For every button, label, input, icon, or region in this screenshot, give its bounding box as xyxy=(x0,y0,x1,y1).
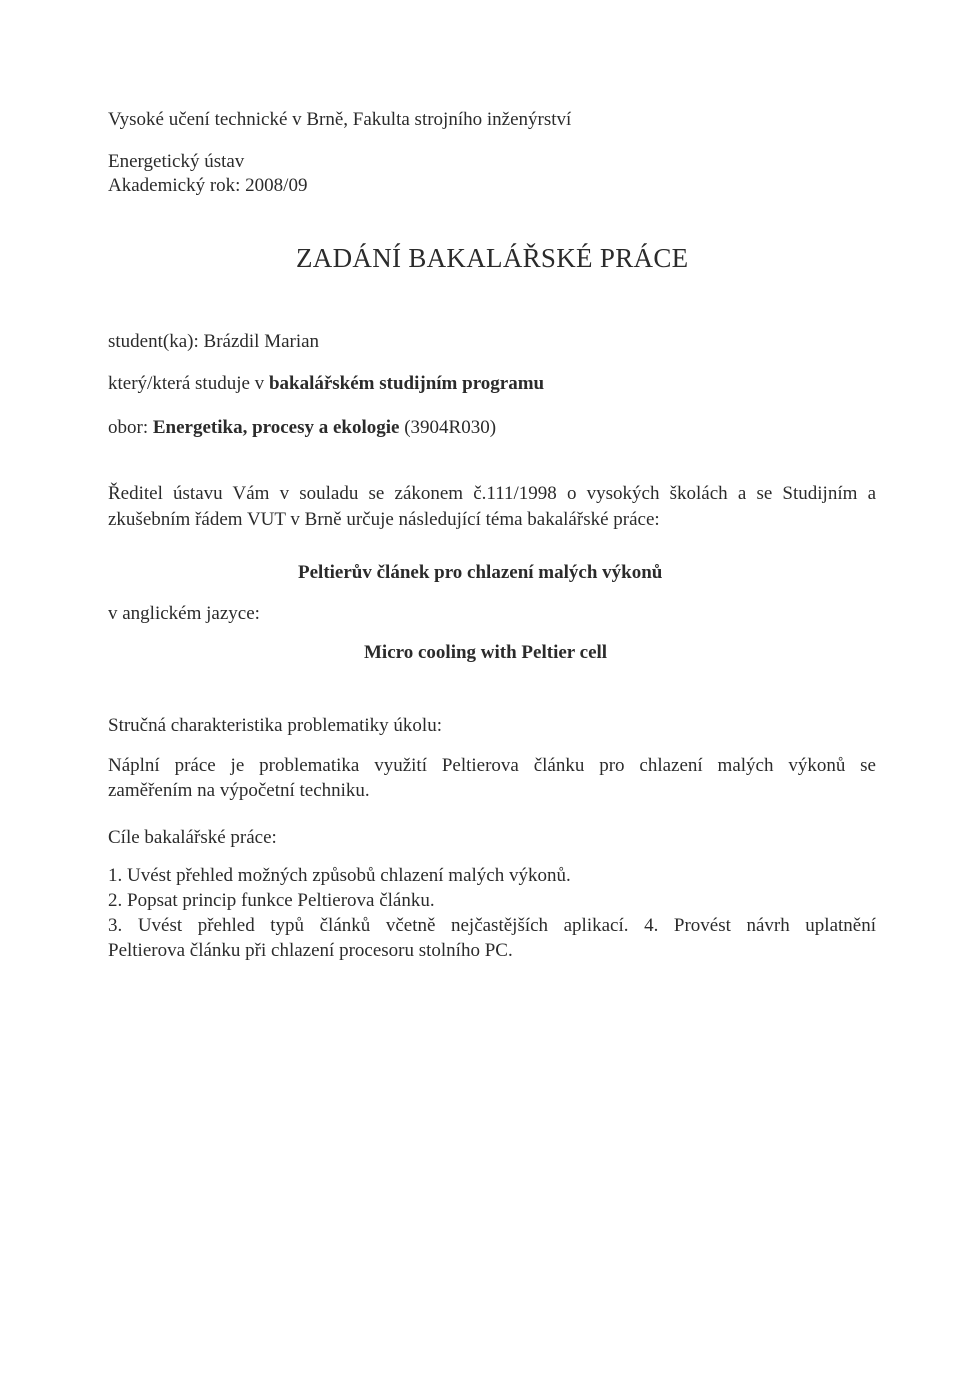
characteristics-line-2: zaměřením na výpočetní techniku. xyxy=(108,780,370,801)
page-title: ZADÁNÍ BAKALÁŘSKÉ PRÁCE xyxy=(296,243,689,273)
student-name: Brázdil Marian xyxy=(203,331,320,352)
goal-item-2: 2. Popsat princip funkce Peltierova článku. xyxy=(108,890,435,911)
student-line xyxy=(108,330,319,354)
goal-item-3-line-1: 3. Uvést přehled typů článků včetně nejčastějších aplikací. 4. Provést návrh uplatnění xyxy=(108,915,876,936)
topic-english: Micro cooling with Peltier cell xyxy=(364,642,608,663)
characteristics-heading: Stručná charakteristika problematiky úkolu: xyxy=(108,715,442,736)
field-code: (3904R030) xyxy=(399,417,497,438)
goal-item-1: 1. Uvést přehled možných způsobů chlazení malých výkonů. xyxy=(108,865,571,886)
english-label: v anglickém jazyce: xyxy=(108,603,260,624)
field-line xyxy=(108,416,496,440)
characteristics-line-1: Náplní práce je problematika využití Peltierova článku pro chlazení malých výkonů se xyxy=(108,755,876,776)
university-line: Vysoké učení technické v Brně, Fakulta strojního inženýrství xyxy=(108,109,572,130)
program-prefix: který/která studuje v xyxy=(108,373,269,394)
topic-czech: Peltierův článek pro chlazení malých výkonů xyxy=(298,562,663,583)
academic-year: Akademický rok: 2008/09 xyxy=(108,175,308,196)
program-line xyxy=(108,372,544,396)
institute-line: Energetický ústav xyxy=(108,151,245,172)
field-prefix: obor: xyxy=(108,417,153,438)
intro-line-1: Ředitel ústavu Vám v souladu se zákonem č.111/1998 o vysokých školách a se Studijním a xyxy=(108,483,876,504)
intro-line-2: zkušebním řádem VUT v Brně určuje následující téma bakalářské práce: xyxy=(108,509,660,530)
goal-item-3-line-2: Peltierova článku při chlazení procesoru stolního PC. xyxy=(108,940,513,961)
student-label: student(ka): xyxy=(108,331,204,352)
field-name: Energetika, procesy a ekologie xyxy=(152,417,400,438)
goals-heading: Cíle bakalářské práce: xyxy=(108,827,277,848)
program-name: bakalářském studijním programu xyxy=(268,373,545,394)
